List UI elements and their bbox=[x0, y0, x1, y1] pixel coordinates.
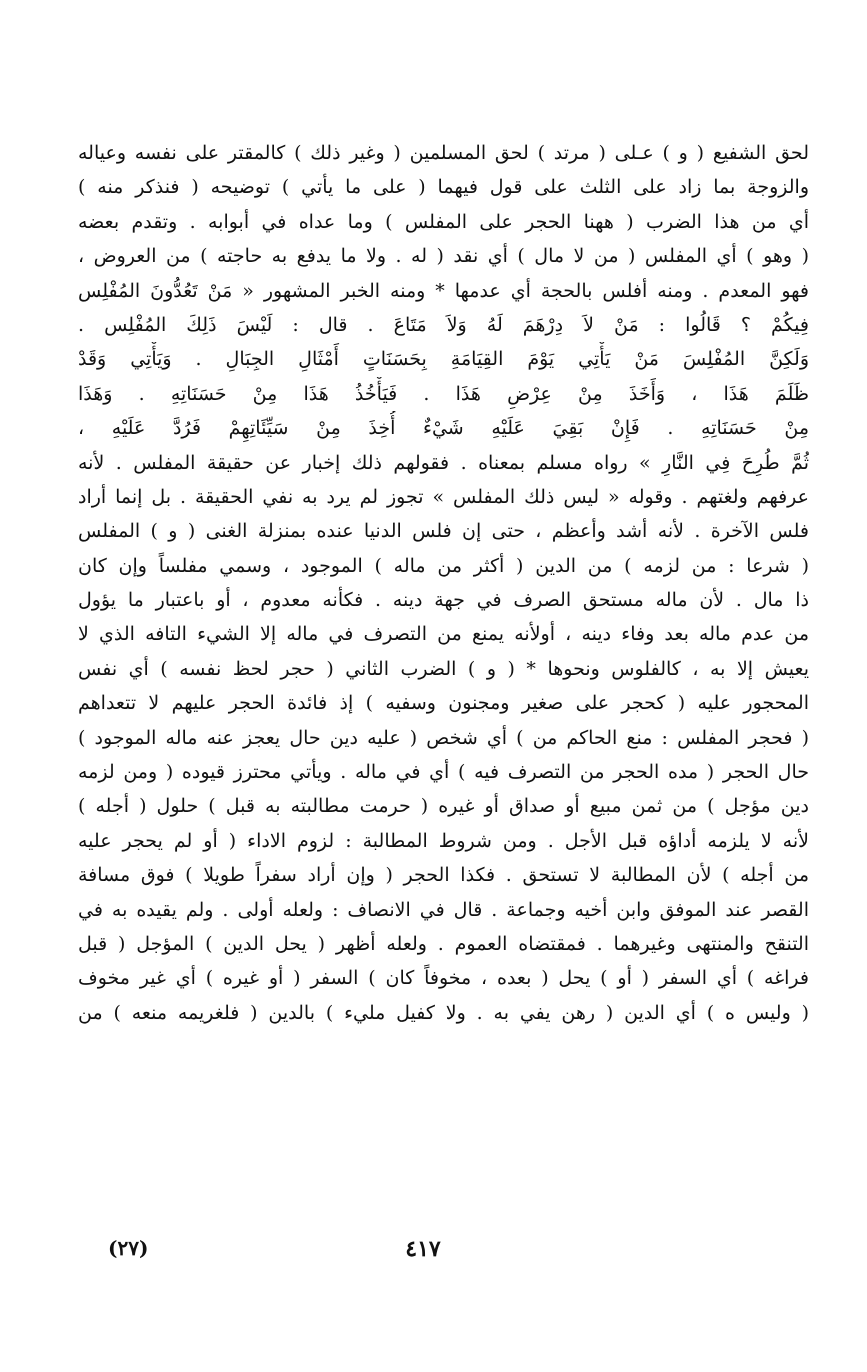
text-line: مِنْ حَسَنَاتِهِ . فَإِنْ بَقِيَ عَلَيْهِ شَيْءٌ أُخِذَ مِنْ سَيِّئَاتِهِمْ فَرُدَّ عَلَيْهِ ، bbox=[78, 417, 809, 440]
body-text bbox=[78, 136, 809, 1030]
text-line: لأنه لا يلزمه أداؤه قبل الأجل . ومن شروط المطالبة : لزوم الاداء ( أو لم يحجر عليه bbox=[78, 829, 809, 852]
text-line: أي من هذا الضرب ( ههنا الحجر على المفلس ) وما عداه في أبوابه . وتقدم بعضه bbox=[78, 210, 809, 233]
text-line: حال الحجر ( مده الحجر من التصرف فيه ) أي في ماله . ويأتي محترز قيوده ( ومن لزمه bbox=[78, 761, 809, 784]
page-number: ٤١٧ bbox=[405, 1236, 441, 1262]
text-line: ( وليس ه ) أي الدين ( رهن يفي به . ولا كفيل مليء ) بالدين ( فلغريمه منعه ) من bbox=[78, 1001, 809, 1024]
text-line: التنقح والمنتهى وغيرهما . فمقتضاه العموم . ولعله أظهر ( يحل الدين ) المؤجل ( قبل bbox=[78, 932, 809, 955]
text-line: المحجور عليه ( كحجر على صغير ومجنون وسفيه ) إذ فائدة الحجر عليهم لا تتعداهم bbox=[78, 692, 809, 715]
text-line: وَلَكِنَّ المُفْلِسَ مَنْ يَأْتِي يَوْمَ القِيَامَةِ بِحَسَنَاتٍ أَمْثَالِ الجِبَالِ . وَيَأْتِي وَقَدْ bbox=[78, 348, 809, 371]
signature-mark: (٢٧) bbox=[108, 1236, 149, 1260]
text-line: ظَلَمَ هَذَا ، وَأَخَذَ مِنْ عِرْضِ هَذَا . فَيَأْخُذُ هَذَا مِنْ حَسَنَاتِهِ . وَهَذَا bbox=[78, 382, 809, 405]
text-line: ( شرعا : من لزمه ) من الدين ( أكثر من ماله ) الموجود ، وسمي مفلساً وإن كان bbox=[78, 554, 809, 577]
text-line: ذا مال . لأن ماله مستحق الصرف في جهة دينه . فكأنه معدوم ، أو باعتبار ما يؤول bbox=[78, 589, 809, 612]
text-line: ( وهو ) أي المفلس ( من لا مال ) أي نقد ( له . ولا ما يدفع به حاجته ) من العروض ، bbox=[78, 245, 809, 268]
text-line: فراغه ) أي السفر ( أو ) يحل ( بعده ، مخوفاً كان ) السفر ( أو غيره ) أي غير مخوف bbox=[78, 967, 809, 990]
text-line: من عدم ماله بعد وفاء دينه ، أولأنه يمنع من التصرف في ماله إلا الشيء التافه الذي لا bbox=[78, 623, 809, 646]
text-line: دين مؤجل ) من ثمن مبيع أو صداق أو غيره ( حرمت مطالبته به قبل ) حلول ( أجله ) bbox=[78, 795, 809, 818]
text-line: يعيش إلا به ، كالفلوس ونحوها * ( و ) الضرب الثاني ( حجر لحظ نفسه ) أي نفس bbox=[78, 657, 809, 680]
text-line: من أجله ) لأن المطالبة لا تستحق . فكذا الحجر ( وإن أراد سفراً طويلا ) فوق مسافة bbox=[78, 864, 809, 887]
text-line: ثُمَّ طُرِحَ فِي النَّارِ » رواه مسلم بمعناه . فقولهم ذلك إخبار عن حقيقة المفلس . لأنه bbox=[78, 451, 809, 474]
text-line: لحق الشفيع ( و ) عـلى ( مرتد ) لحق المسلمين ( وغير ذلك ) كالمقتر على نفسه وعياله bbox=[78, 142, 809, 164]
text-line: فلس الآخرة . لأنه أشد وأعظم ، حتى إن فلس الدنيا عنده بمنزلة الغنى ( و ) المفلس bbox=[78, 520, 809, 543]
text-line: والزوجة بما زاد على الثلث على قول فيهما ( على ما يأتي ) توضيحه ( فنذكر منه ) bbox=[78, 176, 809, 199]
text-line: فهو المعدم . ومنه أفلس بالحجة أي عدمها * ومنه الخبر المشهور « مَنْ تَعُدُّونَ المُفْلِس bbox=[78, 279, 809, 302]
text-line: فِيكُمْ ؟ قَالُوا : مَنْ لاَ دِرْهَمَ لَهُ وَلاَ مَتَاعَ . قال : لَيْسَ ذَلِكَ المُفْلِس . bbox=[78, 313, 809, 336]
text-line: القصر عند الموفق وابن أخيه وجماعة . قال في الانصاف : ولعله أولى . ولم يقيده به في bbox=[78, 898, 809, 921]
text-line: ( فحجر المفلس : منع الحاكم من ) أي شخص ( عليه دين حال يعجز عنه ماله الموجود ) bbox=[78, 726, 809, 749]
text-line: عرفهم ولغتهم . وقوله « ليس ذلك المفلس » تجوز لم يرد به نفي الحقيقة . بل إنما أراد bbox=[78, 485, 809, 508]
